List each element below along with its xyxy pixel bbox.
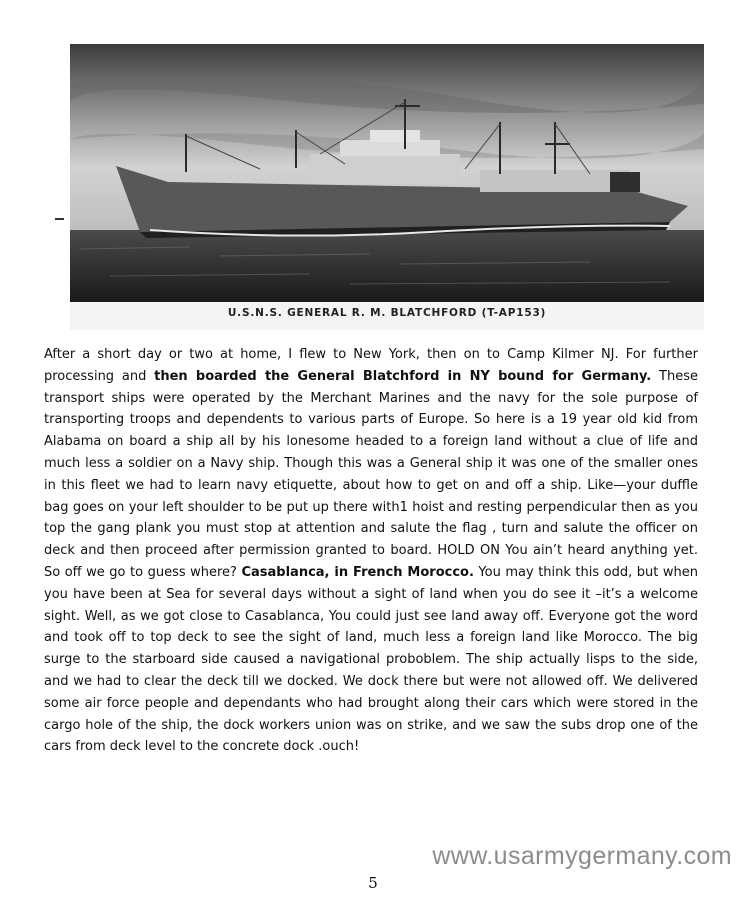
- body-bold-2: Casablanca, in French Morocco.: [241, 564, 474, 580]
- ship-photo-frame: [70, 44, 704, 330]
- body-text-2: These transport ships were operated by the Merchant Marines and the navy for the sole purpose of transporting troops and dependents to various parts of Europe. So here is a 19 year old kid from Alabama on board a ship all by his lonesome headed to a foreign land without a clue of life and much less a soldier on a Navy ship. Though this was a General ship it was one of the smaller ones in this fleet we had to learn navy etiquette, about how to get on and off a ship. Like—your duffle bag goes on your left shoulder to be put up there with1 hoist and resting perpendicular then as you top the gang plank you must stop at attention and salute the flag , turn and salute the officer on deck and then proceed after permission granted to board. HOLD ON You ain’t heard anything yet. So off we go to guess where?: [44, 368, 698, 580]
- photo-caption: U.S.N.S. GENERAL R. M. BLATCHFORD (T-AP153): [227, 307, 547, 319]
- scan-mark: [55, 218, 64, 220]
- website-watermark: www.usarmygermany.com: [432, 842, 732, 870]
- body-paragraph: [44, 344, 698, 758]
- body-bold-1: then boarded the General Blatchford in NY bound for Germany.: [154, 368, 652, 384]
- body-text-3: You may think this odd, but when you have been at Sea for several days without a sight of land when you do see it –it’s a welcome sight. Well, as we got close to Casablanca, You could just see land away off. Everyone got the word and took off to top deck to see the sight of land, much less a foreign land like Morocco. The big surge to the starboard side caused a navigational proboblem. The ship actually lisps to the side, and we had to clear the deck till we docked. We dock there but were not allowed off. We delivered some air force people and dependants who had brought along their cars which were stored in the cargo hole of the ship, the dock workers union was on strike, and we saw the subs drop one of the cars from deck level to the concrete dock .ouch!: [44, 564, 698, 755]
- ship-photo-icon: [70, 44, 704, 302]
- page-number: 5: [368, 874, 378, 892]
- body-text-1: After a short day or two at home, I flew to New York, then on to Camp Kilmer NJ. For further processing and: [44, 347, 698, 384]
